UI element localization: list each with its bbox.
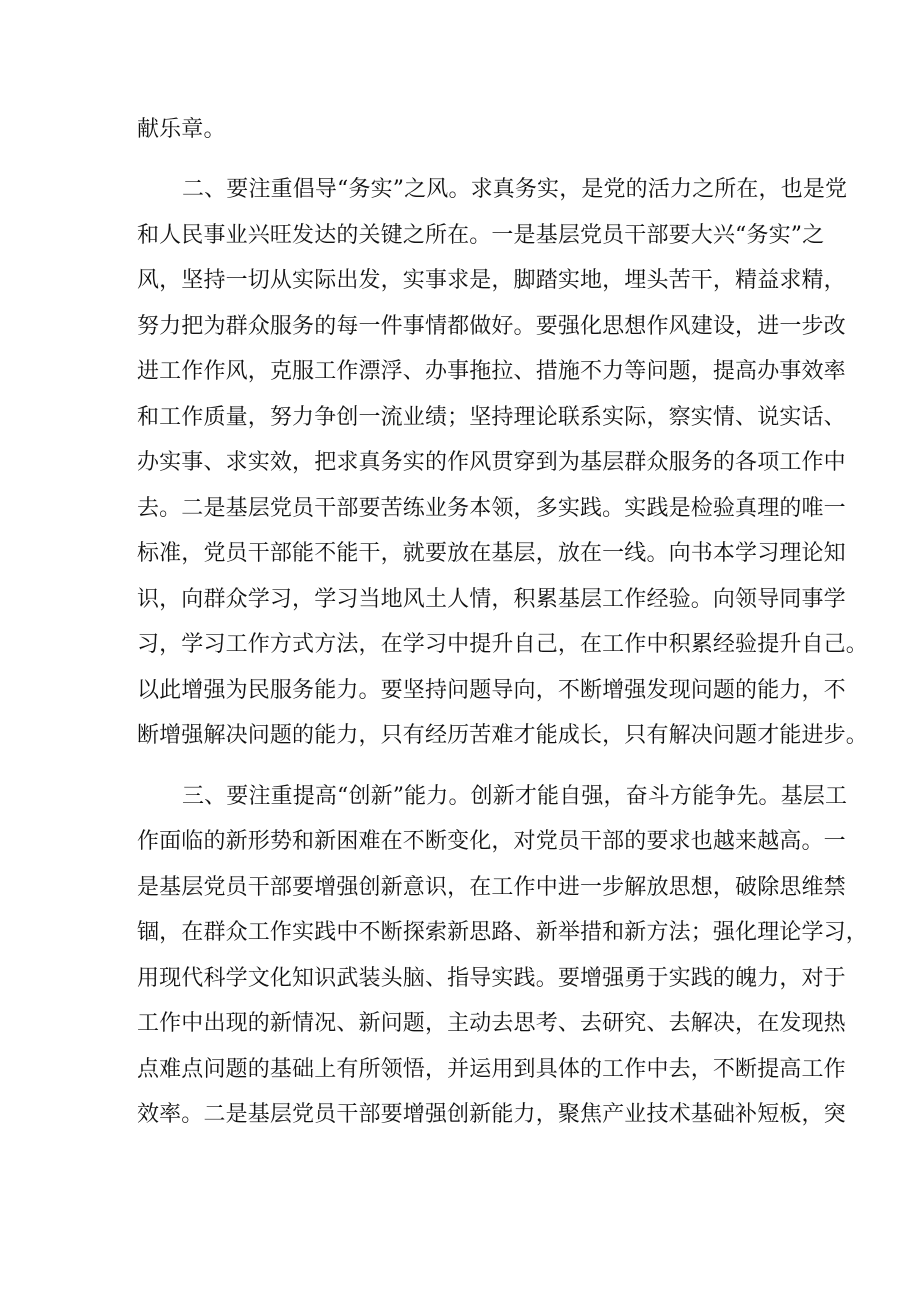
paragraph-2-line-9: 标准，党员干部能不能干，就要放在基层，放在一线。向书本学习理论知 bbox=[137, 541, 846, 566]
paragraph-2-line-2: 和人民事业兴旺发达的关键之所在。一是基层党员干部要大兴“务实”之 bbox=[137, 223, 825, 248]
paragraph-2-line-11: 习，学习工作方式方法，在学习中提升自己，在工作中积累经验提升自己。 bbox=[137, 632, 868, 657]
paragraph-3-line-2: 作面临的新形势和新困难在不断变化，对党员干部的要求也越来越高。一 bbox=[137, 829, 846, 854]
paragraph-1-line-1: 献乐章。 bbox=[137, 117, 226, 142]
paragraph-3-line-1: 三、要注重提高“创新”能力。创新才能自强，奋斗方能争先。基层工 bbox=[182, 784, 848, 809]
paragraph-3-line-3: 是基层党员干部要增强创新意识，在工作中进一步解放思想，破除思维禁 bbox=[137, 875, 846, 900]
paragraph-2-line-7: 办实事、求实效，把求真务实的作风贯穿到为基层群众服务的各项工作中 bbox=[137, 450, 846, 475]
paragraph-2-line-1: 二、要注重倡导“务实”之风。求真务实，是党的活力之所在，也是党 bbox=[182, 177, 848, 202]
paragraph-3-line-6: 工作中出现的新情况、新问题，主动去思考、去研究、去解决，在发现热 bbox=[137, 1011, 846, 1036]
paragraph-2-line-4: 努力把为群众服务的每一件事情都做好。要强化思想作风建设，进一步改 bbox=[137, 314, 846, 339]
paragraph-2-line-6: 和工作质量，努力争创一流业绩；坚持理论联系实际，察实情、说实话、 bbox=[137, 405, 846, 430]
paragraph-2-line-10: 识，向群众学习，学习当地风土人情，积累基层工作经验。向领导同事学 bbox=[137, 587, 846, 612]
paragraph-2-line-8: 去。二是基层党员干部要苦练业务本领，多实践。实践是检验真理的唯一 bbox=[137, 496, 846, 521]
paragraph-2-line-13: 断增强解决问题的能力，只有经历苦难才能成长，只有解决问题才能进步。 bbox=[137, 723, 868, 748]
paragraph-2-line-3: 风，坚持一切从实际出发，实事求是，脚踏实地，埋头苦干，精益求精， bbox=[137, 268, 846, 293]
paragraph-2-line-12: 以此增强为民服务能力。要坚持问题导向，不断增强发现问题的能力，不 bbox=[137, 678, 846, 703]
paragraph-3-line-5: 用现代科学文化知识武装头脑、指导实践。要增强勇于实践的魄力，对于 bbox=[137, 966, 846, 991]
paragraph-2-line-5: 进工作作风，克服工作漂浮、办事拖拉、措施不力等问题，提高办事效率 bbox=[137, 359, 846, 384]
paragraph-3-line-8: 效率。二是基层党员干部要增强创新能力，聚焦产业技术基础补短板，突 bbox=[137, 1102, 846, 1127]
paragraph-3-line-7: 点难点问题的基础上有所领悟，并运用到具体的工作中去，不断提高工作 bbox=[137, 1057, 846, 1082]
paragraph-3-line-4: 锢，在群众工作实践中不断探索新思路、新举措和新方法；强化理论学习， bbox=[137, 920, 868, 945]
